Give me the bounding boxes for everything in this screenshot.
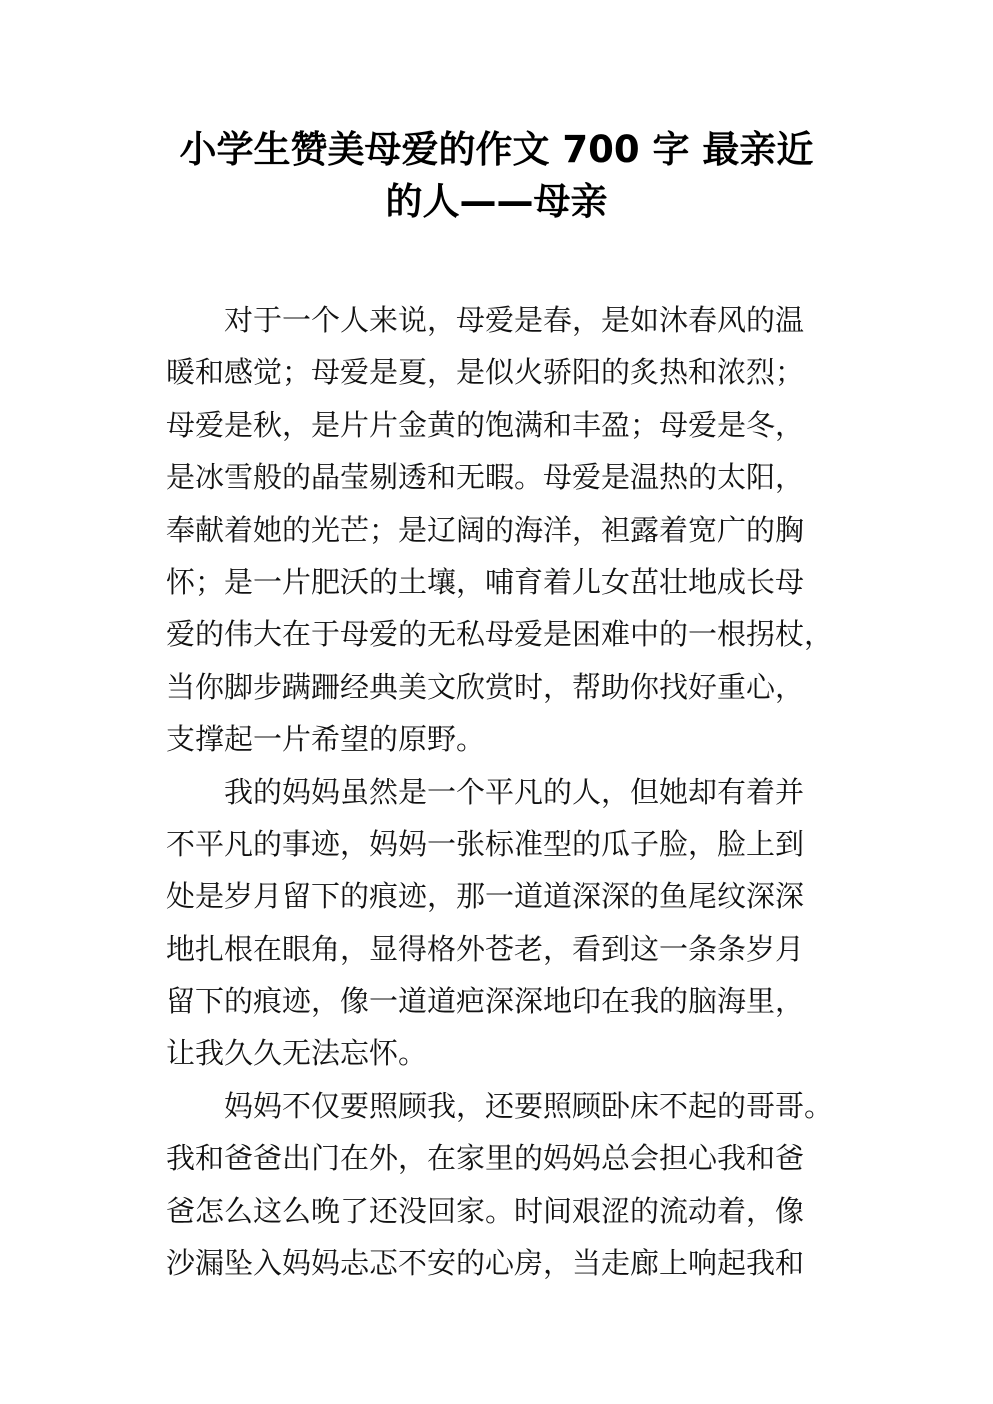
paragraph-line: 是冰雪般的晶莹剔透和无暇。母爱是温热的太阳， xyxy=(166,460,805,495)
paragraph-line: 当你脚步蹒跚经典美文欣赏时，帮助你找好重心， xyxy=(166,669,805,704)
paragraph-line: 沙漏坠入妈妈忐忑不安的心房，当走廊上响起我和 xyxy=(166,1246,805,1281)
title-line-2: 的人——母亲 xyxy=(385,180,608,223)
paragraph-1 xyxy=(166,294,846,766)
paragraph-3 xyxy=(166,1080,846,1290)
paragraph-line: 让我久久无法忘怀。 xyxy=(166,1036,428,1071)
paragraph-line: 暖和感觉；母爱是夏，是似火骄阳的炙热和浓烈； xyxy=(166,355,805,390)
paragraph-line: 不平凡的事迹，妈妈一张标准型的瓜子脸，脸上到 xyxy=(166,826,805,861)
paragraph-line: 我和爸爸出门在外，在家里的妈妈总会担心我和爸 xyxy=(166,1141,805,1176)
paragraph-line: 奉献着她的光芒；是辽阔的海洋，袒露着宽广的胸 xyxy=(166,512,805,547)
paragraph-line: 对于一个人来说，母爱是春，是如沐春风的温 xyxy=(224,303,805,337)
paragraph-line: 我的妈妈虽然是一个平凡的人，但她却有着并 xyxy=(224,774,805,809)
paragraph-line: 地扎根在眼角，显得格外苍老，看到这一条条岁月 xyxy=(166,931,805,966)
title-line-1: 小学生赞美母爱的作文 700 字 最亲近 xyxy=(179,128,814,171)
paragraph-line: 处是岁月留下的痕迹，那一道道深深的鱼尾纹深深 xyxy=(166,879,805,914)
paragraph-line: 留下的痕迹，像一道道疤深深地印在我的脑海里， xyxy=(166,984,805,1019)
paragraph-2 xyxy=(166,766,846,1080)
document-title xyxy=(120,124,873,228)
paragraph-line: 妈妈不仅要照顾我，还要照顾卧床不起的哥哥。 xyxy=(224,1088,834,1123)
paragraph-line: 母爱是秋，是片片金黄的饱满和丰盈；母爱是冬， xyxy=(166,407,805,442)
paragraph-line: 怀；是一片肥沃的土壤，哺育着儿女茁壮地成长母 xyxy=(166,564,805,599)
paragraph-line: 爸怎么这么晚了还没回家。时间艰涩的流动着，像 xyxy=(166,1193,805,1228)
document-body xyxy=(166,294,846,1289)
paragraph-line: 支撑起一片希望的原野。 xyxy=(166,722,486,757)
paragraph-line: 爱的伟大在于母爱的无私母爱是困难中的一根拐杖， xyxy=(166,617,834,652)
